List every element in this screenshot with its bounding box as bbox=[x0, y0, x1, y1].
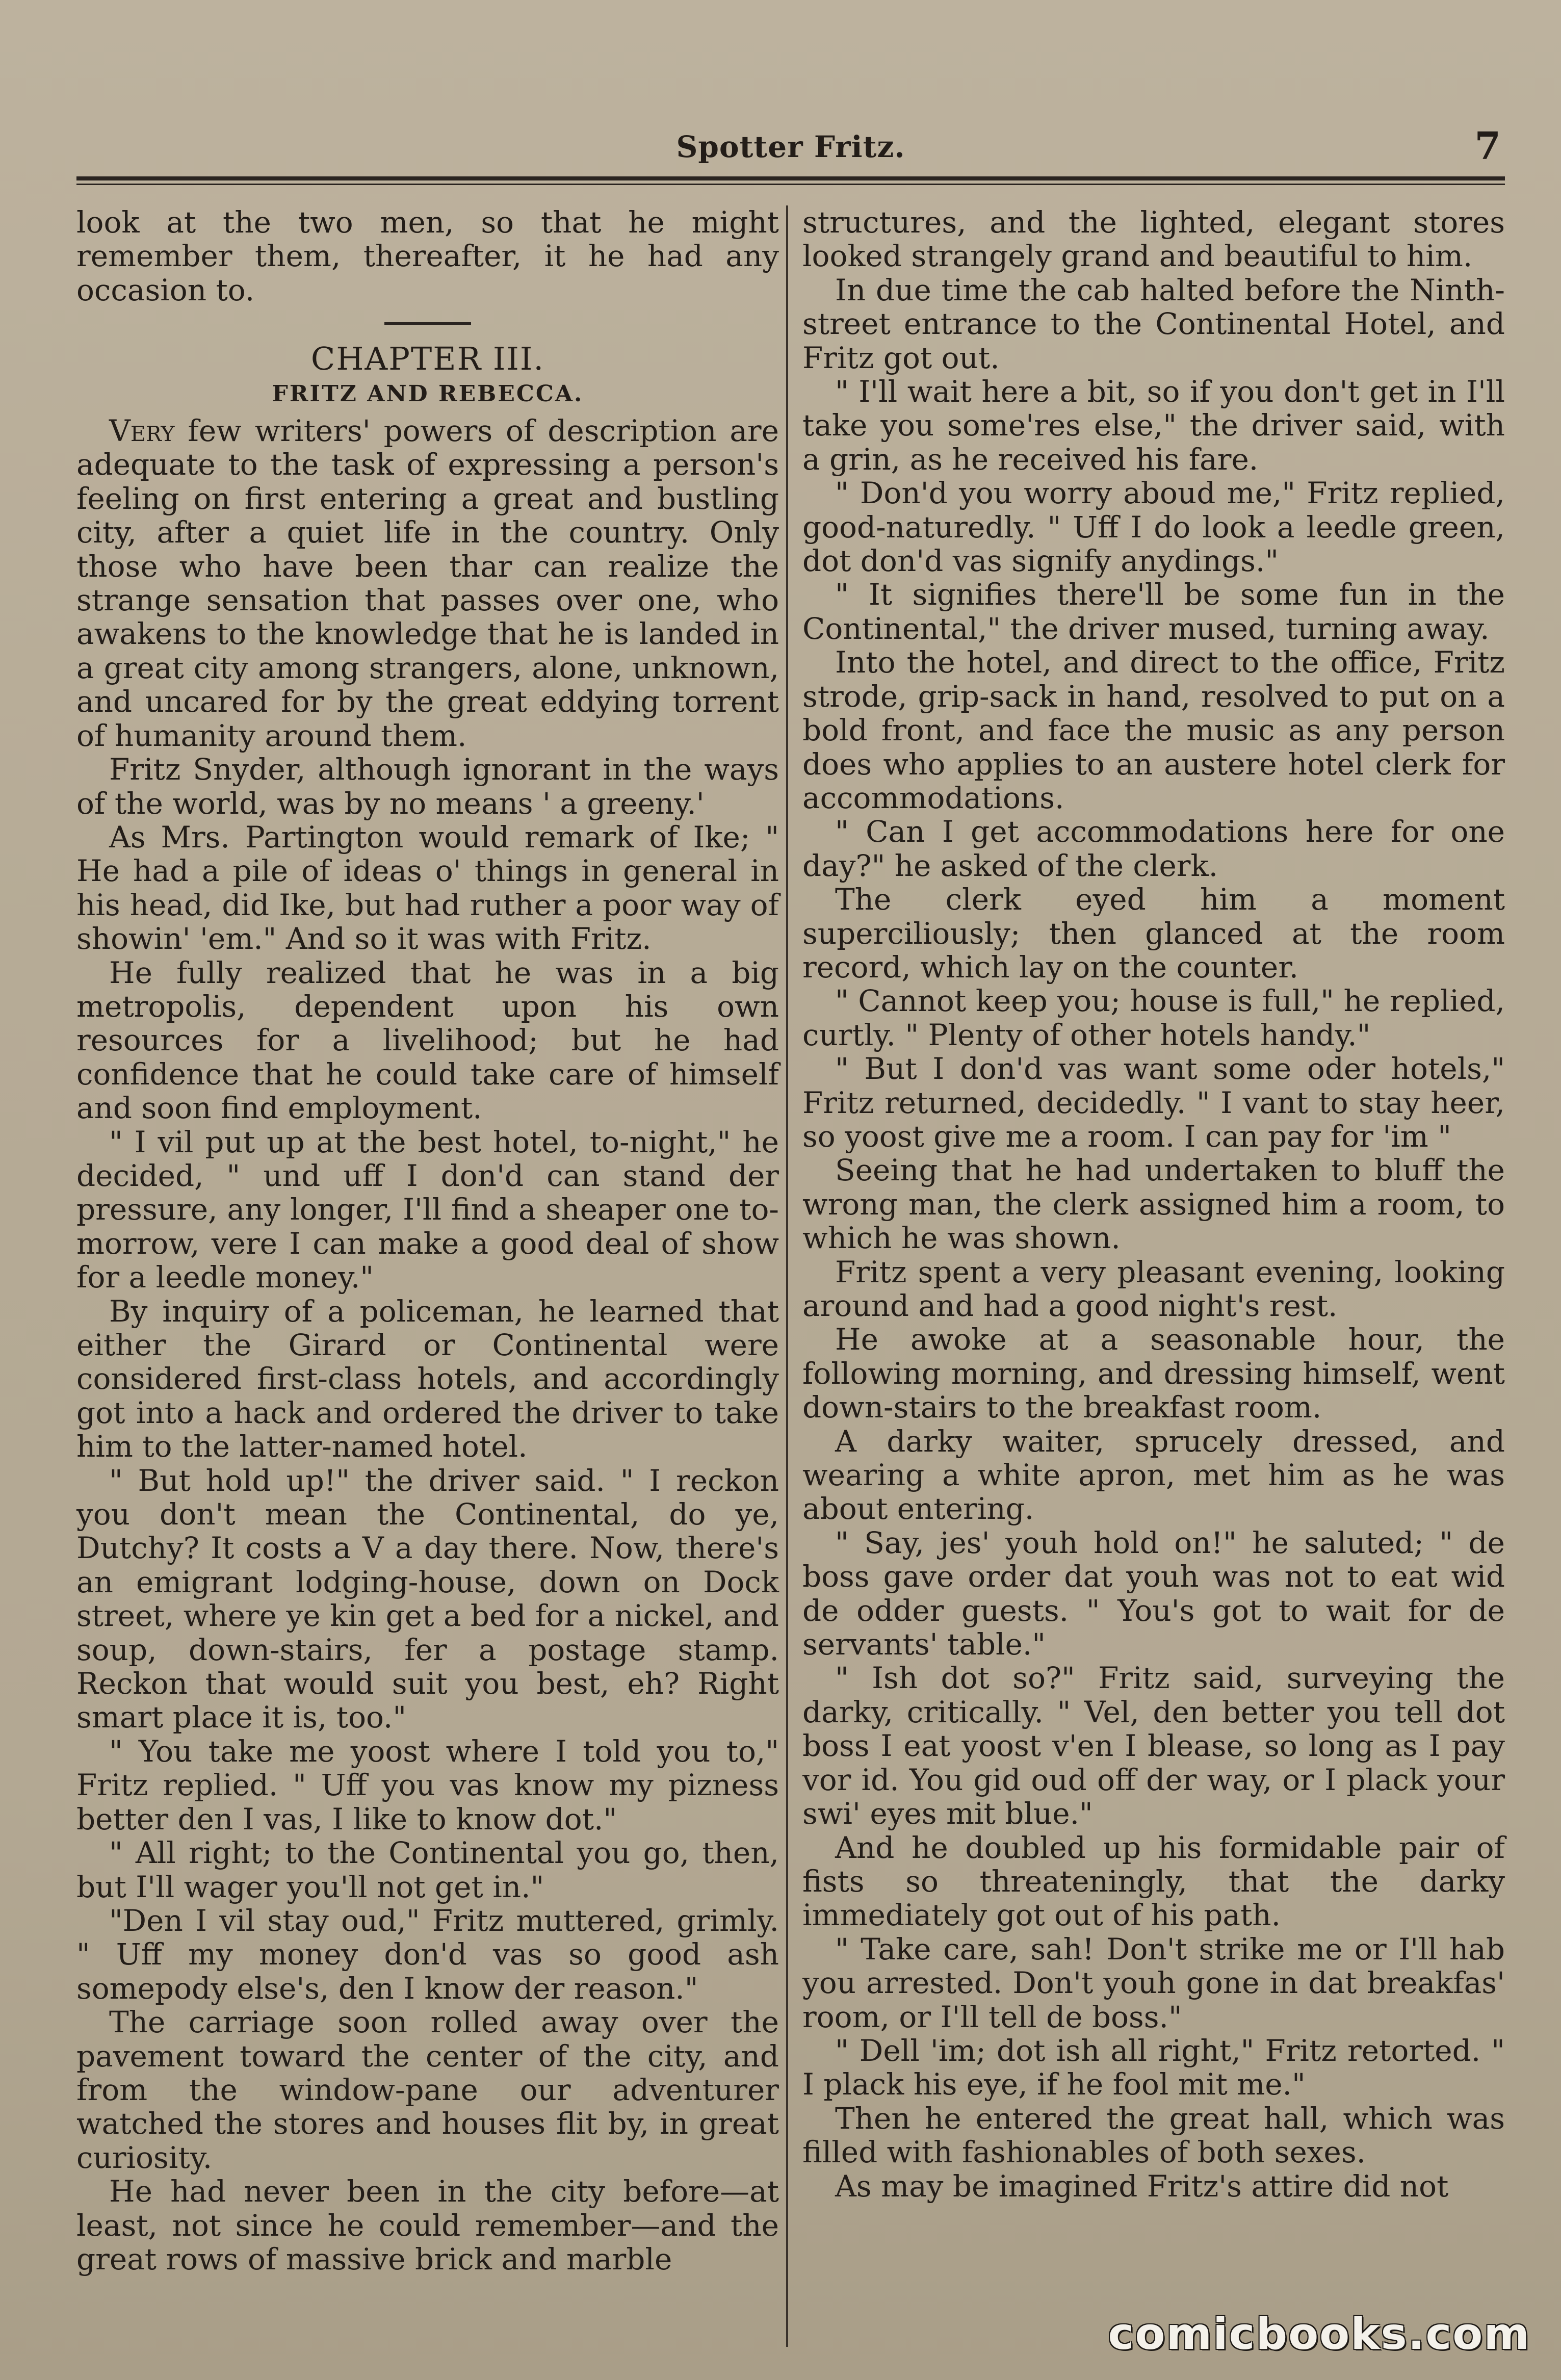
paragraph: " Don'd you worry aboud me," Fritz replied, good-naturedly. " Uff I do look a leedle green, dot don'd vas signify anydings." bbox=[802, 476, 1505, 579]
paragraph: The clerk eyed him a moment superciliously; then glanced at the room record, which lay on the counter. bbox=[802, 882, 1505, 985]
paragraph: He awoke at a seasonable hour, the following morning, and dressing himself, went down-stairs to the breakfast room. bbox=[802, 1322, 1505, 1425]
left-column bbox=[76, 205, 779, 2276]
paragraph: He fully realized that he was in a big metropolis, dependent upon his own resources for a livelihood; but he had confidence that he could take care of himself and soon find employment. bbox=[76, 955, 779, 1126]
paragraph: " Dell 'im; dot ish all right," Fritz retorted. " I plack his eye, if he fool mit me." bbox=[802, 2033, 1505, 2102]
paragraph: Fritz Snyder, although ignorant in the ways of the world, was by no means ' a greeny.' bbox=[76, 752, 779, 821]
paragraph: The carriage soon rolled away over the pavement toward the center of the city, and from the window-pane our adventurer watched the stores and houses flit by, in great curiosity. bbox=[76, 2005, 779, 2175]
paragraph-text: few writers' powers of description are adequate to the task of expressing a person's feeling on first entering a great and bustling city, after a quiet life in the country. Only those who have been thar can realize the strange sensation that passes over one, who awakens to the knowledge that he is landed in a great city among strangers, alone, unknown, and uncared for by the great eddying torrent of humanity around them. bbox=[76, 413, 779, 753]
text-columns bbox=[76, 205, 1505, 2276]
paragraph: " It signifies there'll be some fun in the Continental," the driver mused, turning away. bbox=[802, 577, 1505, 646]
paragraph: " Ish dot so?" Fritz said, surveying the darky, critically. " Vel, den better you tell dot boss I eat yoost v'en I blease, so long as I pay vor id. You gid oud off der way, or I plack your swi' eyes mit blue." bbox=[802, 1661, 1505, 1831]
paragraph: " I vil put up at the best hotel, to-night," he decided, " und uff I don'd can stand der pressure, any longer, I'll find a sheaper one to-morrow, vere I can make a good deal of show for a leedle money." bbox=[76, 1124, 779, 1295]
paragraph: "Den I vil stay oud," Fritz muttered, grimly. " Uff my money don'd vas so good ash somepody else's, den I know der reason." bbox=[76, 1903, 779, 2006]
paragraph: " Can I get accommodations here for one day?" he asked of the clerk. bbox=[802, 814, 1505, 883]
paragraph: structures, and the lighted, elegant stores looked strangely grand and beautiful to him. bbox=[802, 205, 1505, 274]
running-header bbox=[76, 120, 1505, 169]
paragraph: " Cannot keep you; house is full," he replied, curtly. " Plenty of other hotels handy." bbox=[802, 984, 1505, 1052]
watermark: comicbooks.com bbox=[1108, 2309, 1530, 2360]
paragraph: Into the hotel, and direct to the office, Fritz strode, grip-sack in hand, resolved to put on a bold front, and face the music as any person does who applies to an austere hotel clerk for accommodations. bbox=[802, 645, 1505, 815]
paragraph: Then he entered the great hall, which was filled with fashionables of both sexes. bbox=[802, 2101, 1505, 2170]
section-divider bbox=[384, 322, 471, 325]
paragraph: Seeing that he had undertaken to bluff the wrong man, the clerk assigned him a room, to which he was shown. bbox=[802, 1153, 1505, 1256]
chapter-subheading: FRITZ AND REBECCA. bbox=[272, 380, 584, 407]
paragraph: A darky waiter, sprucely dressed, and wearing a white apron, met him as he was about entering. bbox=[802, 1424, 1505, 1527]
paragraph: By inquiry of a policeman, he learned that either the Girard or Continental were considered first-class hotels, and accordingly got into a hack and ordered the driver to take him to the latter-named hotel. bbox=[76, 1294, 779, 1464]
drop-lead-word: Very bbox=[109, 413, 175, 449]
paragraph: As Mrs. Partington would remark of Ike; " He had a pile of ideas o' things in general in his head, did Ike, but had ruther a poor way of showin' 'em." And so it was with Fritz. bbox=[76, 819, 779, 956]
paragraph: " All right; to the Continental you go, then, but I'll wager you'll not get in." bbox=[76, 1835, 779, 1904]
paragraph bbox=[76, 414, 779, 753]
paragraph: In due time the cab halted before the Ninth-street entrance to the Continental Hotel, and Fritz got out. bbox=[802, 272, 1505, 375]
header-rule bbox=[76, 176, 1505, 180]
paragraph: " Say, jes' youh hold on!" he saluted; " de boss gave order dat youh was not to eat wid de odder guests. " You's got to wait for de servants' table." bbox=[802, 1525, 1505, 1662]
right-column bbox=[802, 205, 1505, 2276]
paragraph: " But hold up!" the driver said. " I reckon you don't mean the Continental, do ye, Dutchy? It costs a V a day there. Now, there's an emigrant lodging-house, down on Dock street, where ye kin get a bed for a nickel, and soup, down-stairs, fer a postage stamp. Reckon that would suit you best, eh? Right smart place it is, too." bbox=[76, 1463, 779, 1735]
paragraph: He had never been in the city before—at least, not since he could remember—and the great rows of massive brick and marble bbox=[76, 2174, 779, 2276]
paragraph: And he doubled up his formidable pair of fists so threateningly, that the darky immediately got out of his path. bbox=[802, 1830, 1505, 1933]
column-rule bbox=[786, 205, 788, 2347]
paragraph: Fritz spent a very pleasant evening, looking around and had a good night's rest. bbox=[802, 1254, 1505, 1323]
paragraph: " But I don'd vas want some oder hotels," Fritz returned, decidedly. " I vant to stay heer, so yoost give me a room. I can pay for 'im " bbox=[802, 1051, 1505, 1154]
header-rule-thin bbox=[76, 184, 1505, 185]
paragraph: look at the two men, so that he might remember them, thereafter, it he had any occasion to. bbox=[76, 205, 779, 307]
paragraph: " You take me yoost where I told you to," Fritz replied. " Uff you vas know my pizness better den I vas, I like to know dot." bbox=[76, 1734, 779, 1836]
chapter-heading: CHAPTER III. bbox=[310, 340, 545, 378]
page-number: 7 bbox=[1474, 124, 1501, 168]
paragraph: " Take care, sah! Don't strike me or I'll hab you arrested. Don't youh gone in dat breakfas' room, or I'll tell de boss." bbox=[802, 1931, 1505, 2034]
paragraph: " I'll wait here a bit, so if you don't get in I'll take you some'res else," the driver said, with a grin, as he received his fare. bbox=[802, 374, 1505, 477]
running-title: Spotter Fritz. bbox=[676, 130, 905, 164]
paragraph: As may be imagined Fritz's attire did not bbox=[835, 2168, 1449, 2204]
